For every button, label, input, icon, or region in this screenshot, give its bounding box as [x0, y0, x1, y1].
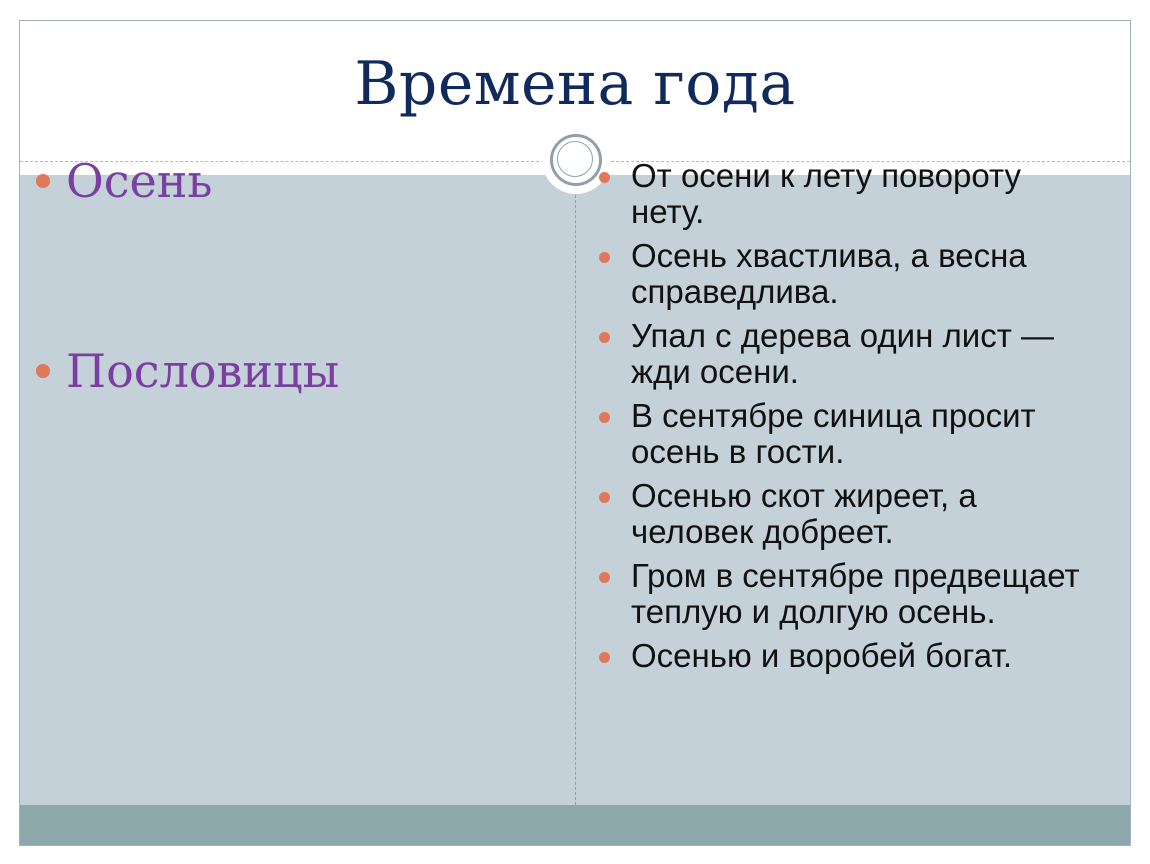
- bullet-icon: [599, 492, 610, 503]
- left-item-label: Пословицы: [66, 344, 340, 398]
- bullet-icon: [599, 652, 610, 663]
- slide-title: Времена года: [354, 49, 796, 119]
- proverb-item: [593, 158, 1103, 230]
- proverb-item: [593, 238, 1103, 310]
- proverb-text: Осенью скот жиреет, а человек добреет.: [631, 477, 977, 550]
- bullet-icon: [599, 172, 610, 183]
- bullet-icon: [599, 332, 610, 343]
- proverb-item: [593, 318, 1103, 390]
- left-item-label: Осень: [66, 154, 213, 208]
- bullet-icon: [36, 174, 50, 188]
- left-item-autumn: [32, 150, 339, 212]
- bullet-icon: [599, 412, 610, 423]
- bullet-icon: [599, 572, 610, 583]
- left-list: [32, 150, 339, 402]
- proverb-item: [593, 638, 1103, 674]
- footer-bar: [20, 805, 1130, 845]
- column-divider: [575, 175, 576, 805]
- proverb-list: [593, 158, 1103, 682]
- bullet-icon: [599, 252, 610, 263]
- proverb-text: В сентябре синица просит осень в гости.: [631, 397, 1036, 470]
- proverb-item: [593, 398, 1103, 470]
- left-item-proverbs: [32, 340, 339, 402]
- proverb-item: [593, 558, 1103, 630]
- proverb-text: Упал с дерева один лист — жди осени.: [631, 317, 1054, 390]
- proverb-text: Осень хвастлива, а весна справедлива.: [631, 237, 1027, 310]
- proverb-text: Гром в сентябре предвещает теплую и долгую осень.: [631, 557, 1080, 630]
- inner-ring-icon: [557, 141, 593, 177]
- bullet-icon: [36, 364, 50, 378]
- proverb-text: От осени к лету повороту нету.: [631, 157, 1021, 230]
- proverb-text: Осенью и воробей богат.: [631, 637, 1012, 674]
- proverb-item: [593, 478, 1103, 550]
